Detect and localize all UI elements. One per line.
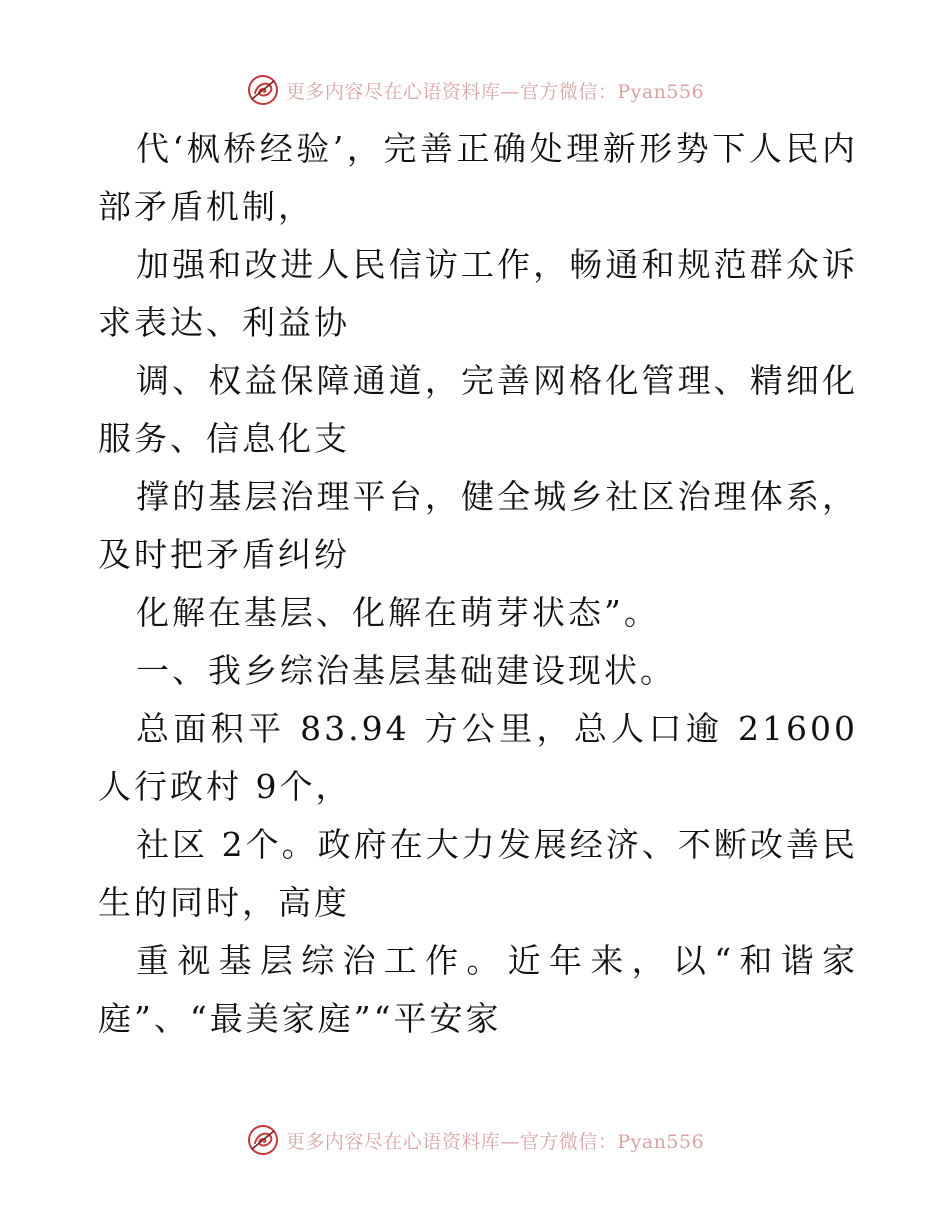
header-watermark-text: 更多内容尽在心语资料库—官方微信：Pyan556 — [285, 80, 705, 103]
paragraph: 加强和改进人民信访工作，畅通和规范群众诉求表达、利益协 — [98, 245, 858, 342]
footer-watermark-text: 更多内容尽在心语资料库—官方微信：Pyan556 — [285, 1130, 705, 1153]
header-watermark — [0, 70, 950, 110]
rose-emblem-icon — [246, 1123, 280, 1157]
paragraph: 总面积平 83.94 方公里，总人口逾 21600 人行政村 9个， — [98, 709, 858, 806]
paragraph: 代‘枫桥经验’，完善正确处理新形势下人民内部矛盾机制， — [98, 129, 858, 226]
rose-emblem-icon — [246, 73, 280, 107]
paragraph: 撑的基层治理平台，健全城乡社区治理体系，及时把矛盾纠纷 — [98, 477, 858, 574]
paragraph: 化解在基层、化解在萌芽状态”。 — [136, 593, 660, 632]
footer-watermark — [0, 1120, 950, 1160]
paragraph: 社区 2个。政府在大力发展经济、不断改善民生的同时，高度 — [98, 825, 858, 922]
paragraph: 重视基层综治工作。近年来，以“和谐家庭”、“最美家庭”“平安家 — [98, 941, 858, 1038]
section-heading: 一、我乡综治基层基础建设现状。 — [136, 651, 676, 690]
paragraph: 调、权益保障通道，完善网格化管理、精细化服务、信息化支 — [98, 361, 858, 458]
document-body — [98, 120, 858, 1048]
